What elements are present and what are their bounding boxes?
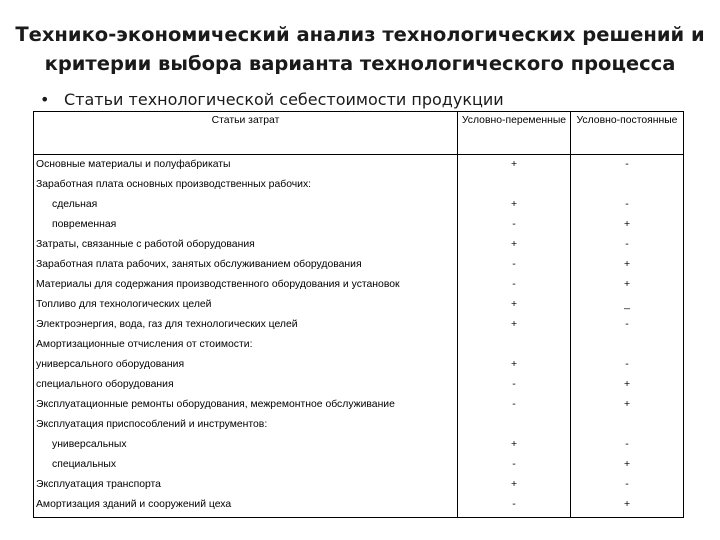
row-fixed: +: [571, 395, 684, 415]
row-variable: +: [458, 195, 571, 215]
row-name: Эксплуатационные ремонты оборудования, межремонтное обслуживание: [36, 399, 395, 410]
header-variable: Условно-переменные: [458, 112, 571, 155]
row-name: Заработная плата основных производственных рабочих:: [36, 179, 312, 190]
row-name: Амортизационные отчисления от стоимости:: [36, 339, 253, 350]
row-variable: -: [458, 395, 571, 415]
row-fixed: +: [571, 215, 684, 235]
page-title: [0, 20, 720, 78]
row-name: Заработная плата рабочих, занятых обслуживанием оборудования: [36, 259, 362, 270]
row-name: Амортизация зданий и сооружений цеха: [36, 499, 232, 510]
table-row: [34, 275, 684, 295]
row-name: специальных: [52, 459, 117, 470]
row-variable: +: [458, 155, 571, 176]
row-variable: +: [458, 355, 571, 375]
table-row: [34, 495, 684, 518]
row-variable: +: [458, 315, 571, 335]
table-row: [34, 155, 684, 176]
row-fixed: +: [571, 275, 684, 295]
row-variable: +: [458, 295, 571, 315]
row-variable: -: [458, 455, 571, 475]
row-variable: [458, 415, 571, 435]
row-variable: +: [458, 435, 571, 455]
table-row: [34, 195, 684, 215]
table-row: [34, 255, 684, 275]
table-row: [34, 335, 684, 355]
row-name: Основные материалы и полуфабрикаты: [36, 159, 231, 170]
row-fixed: +: [571, 375, 684, 395]
table-row: [34, 435, 684, 455]
row-name: Эксплуатация транспорта: [36, 479, 161, 490]
table-row: [34, 455, 684, 475]
header-cost-items: Статьи затрат: [34, 112, 458, 155]
header-fixed: Условно-постоянные: [571, 112, 684, 155]
row-name: Материалы для содержания производственного оборудования и установок: [36, 279, 400, 290]
row-fixed: -: [571, 155, 684, 176]
row-fixed: -: [571, 355, 684, 375]
row-variable: -: [458, 255, 571, 275]
table-row: [34, 215, 684, 235]
bullet-text: Статьи технологической себестоимости продукции: [64, 90, 504, 109]
row-name: повременная: [52, 219, 117, 230]
row-fixed: -: [571, 435, 684, 455]
row-name: Затраты, связанные с работой оборудования: [36, 239, 255, 250]
row-fixed: -: [571, 235, 684, 255]
table-row: [34, 235, 684, 255]
title-line-1: Технико-экономический анализ технологических решений и: [15, 23, 705, 46]
row-name: Топливо для технологических целей: [36, 299, 212, 310]
row-name: Электроэнергия, вода, газ для технологических целей: [36, 319, 298, 330]
row-fixed: [571, 415, 684, 435]
table-row: [34, 395, 684, 415]
row-name: универсального оборудования: [36, 359, 185, 370]
table-row: [34, 355, 684, 375]
row-variable: -: [458, 275, 571, 295]
row-fixed: +: [571, 495, 684, 518]
row-fixed: +: [571, 255, 684, 275]
cost-items-table: [33, 111, 684, 518]
row-fixed: -: [571, 195, 684, 215]
row-variable: +: [458, 475, 571, 495]
row-name: Эксплуатация приспособлений и инструментов:: [36, 419, 268, 430]
row-variable: [458, 175, 571, 195]
row-fixed: [571, 175, 684, 195]
row-variable: +: [458, 235, 571, 255]
row-fixed: [571, 335, 684, 355]
row-variable: [458, 335, 571, 355]
table-row: [34, 175, 684, 195]
bullet-item: [40, 88, 504, 112]
table-row: [34, 375, 684, 395]
row-name: специального оборудования: [36, 379, 174, 390]
row-fixed: -: [571, 315, 684, 335]
table-row: [34, 415, 684, 435]
row-fixed: -: [571, 475, 684, 495]
row-variable: -: [458, 495, 571, 518]
table-row: [34, 475, 684, 495]
row-variable: -: [458, 215, 571, 235]
title-line-2: критерии выбора варианта технологического процесса: [44, 52, 676, 75]
row-fixed: +: [571, 455, 684, 475]
table-row: [34, 315, 684, 335]
row-variable: -: [458, 375, 571, 395]
row-name: сдельная: [52, 199, 98, 210]
table-header-row: [34, 112, 684, 155]
row-name: универсальных: [52, 439, 127, 450]
bullet-marker: •: [40, 90, 50, 109]
row-fixed: _: [571, 295, 684, 315]
table-row: [34, 295, 684, 315]
